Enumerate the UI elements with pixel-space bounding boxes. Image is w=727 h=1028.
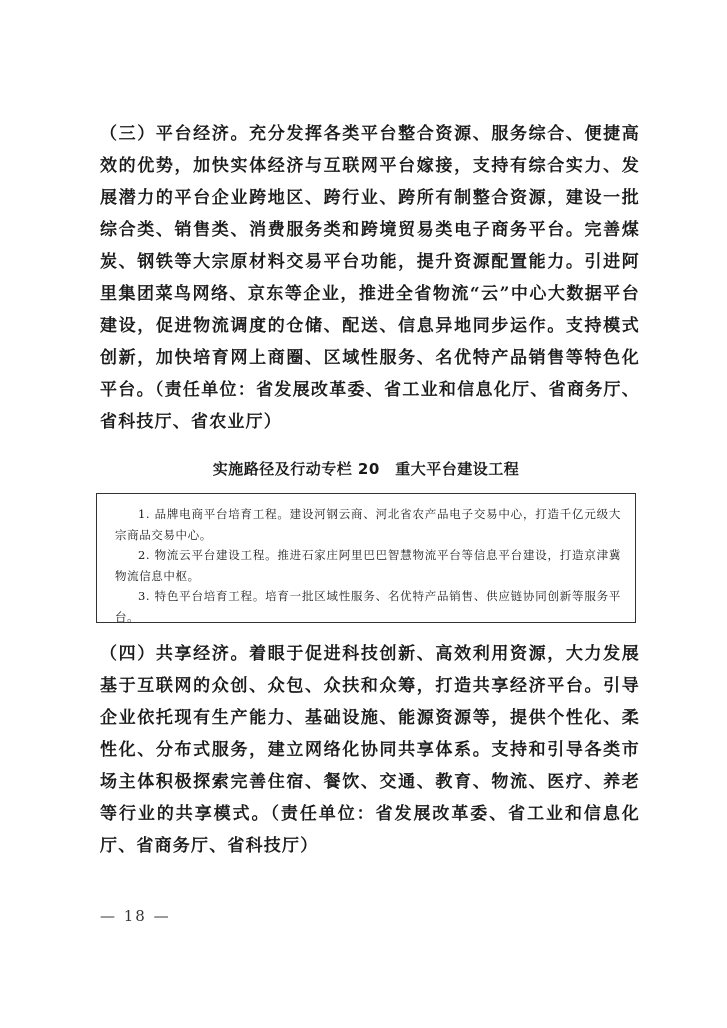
section-platform-economy: （三）平台经济。充分发挥各类平台整合资源、服务综合、便捷高效的优势，加快实体经济与互联网平台嫁接，支持有综合实力、发展潜力的平台企业跨地区、跨行业、跨所有制整合资源，建设一批综合类、销售类、消费服务类和跨境贸易类电子商务平台。完善煤炭、钢铁等大宗原材料交易平台功能，提升资源配置能力。引进阿里集团菜鸟网络、京东等企业，推进全省物流“云”中心大数据平台建设，促进物流调度的仓储、配送、信息异地同步运作。支持模式创新，加快培育网上商圈、区域性服务、名优特产品销售等特色化平台。（责任单位：省发展改革委、省工业和信息化厅、省商务厅、省科技厅、省农业厅） xyxy=(100,124,640,432)
box-item-2: 2. 物流云平台建设工程。推进石家庄阿里巴巴智慧物流平台等信息平台建设，打造京津冀物流信息中枢。 xyxy=(115,548,621,583)
page-number: — 18 — xyxy=(100,907,171,925)
box-item-1: 1. 品牌电商平台培育工程。建设河钢云商、河北省农产品电子交易中心，打造千亿元级大宗商品交易中心。 xyxy=(115,507,621,542)
action-box xyxy=(96,493,636,623)
box-title: 实施路径及行动专栏 20 重大平台建设工程 xyxy=(212,460,520,478)
section-sharing-economy: （四）共享经济。着眼于促进科技创新、高效利用资源，大力发展基于互联网的众创、众包、众扶和众筹，打造共享经济平台。引导企业依托现有生产能力、基础设施、能源资源等，提供个性化、柔性化、分布式服务，建立网络化协同共享体系。支持和引导各类市场主体积极探索完善住宿、餐饮、交通、教育、物流、医疗、养老等行业的共享模式。（责任单位：省发展改革委、省工业和信息化厅、省商务厅、省科技厅） xyxy=(100,644,640,856)
box-item-3: 3. 特色平台培育工程。培育一批区域性服务、名优特产品销售、供应链协同创新等服务平台。 xyxy=(115,589,621,624)
